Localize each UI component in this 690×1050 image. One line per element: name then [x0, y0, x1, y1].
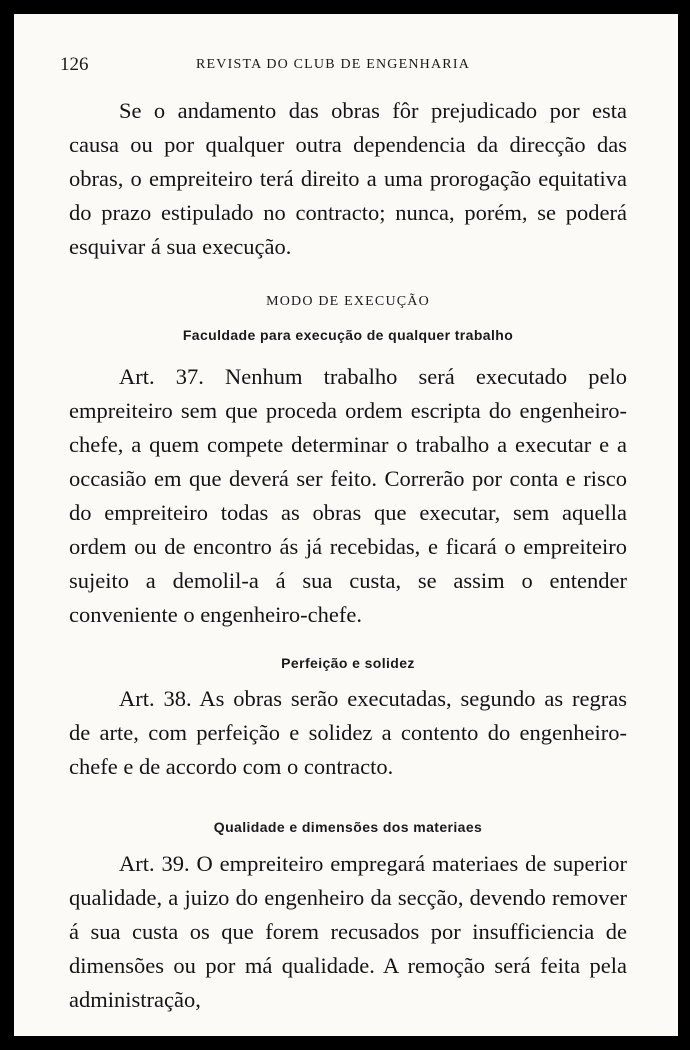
article-37-paragraph: Art. 37. Nenhum trabalho será executado pelo empreiteiro sem que proceda ordem escripta do engenheiro-chefe, a quem compete determinar o trabalho a executar e a occasião em que deverá ser feito. Correrão por conta e risco do empreiteiro todas as obras que executar, sem aquella ordem ou de encontro ás já recebidas, e ficará o empreiteiro sujeito a demolil-a á sua custa, se assim o entender conveniente o engenheiro-chefe.	[69, 364, 627, 627]
page-number: 126	[60, 54, 89, 75]
page-header	[60, 54, 632, 80]
article-39-paragraph: Art. 39. O empreiteiro empregará materiaes de superior qualidade, a juizo do engenheiro da secção, devendo remover á sua custa os que forem recusados por insufficiencia de dimensões ou por má qualidade. A remoção será feita pela administração,	[69, 851, 627, 1012]
subheading-perfeicao: Perfeição e solidez	[281, 655, 415, 671]
section-heading: MODO DE EXECUÇÃO	[266, 294, 430, 309]
book-page	[14, 14, 678, 1036]
subheading-qualidade: Qualidade e dimensões dos materiaes	[213, 819, 483, 835]
article-38-paragraph: Art. 38. As obras serão executadas, segundo as regras de arte, com perfeição e solidez a contento do engenheiro-chefe e de accordo com o contracto.	[69, 686, 627, 779]
subheading-faculdade: Faculdade para execução de qualquer trabalho	[182, 327, 514, 343]
intro-paragraph: Se o andamento das obras fôr prejudicado por esta causa ou por qualquer outra dependencia da direcção das obras, o empreiteiro terá direito a uma prorogação equitativa do prazo estipulado no contracto; nunca, porém, se poderá esquivar á sua execução.	[69, 98, 627, 259]
running-title: REVISTA DO CLUB DE ENGENHARIA	[196, 57, 471, 72]
